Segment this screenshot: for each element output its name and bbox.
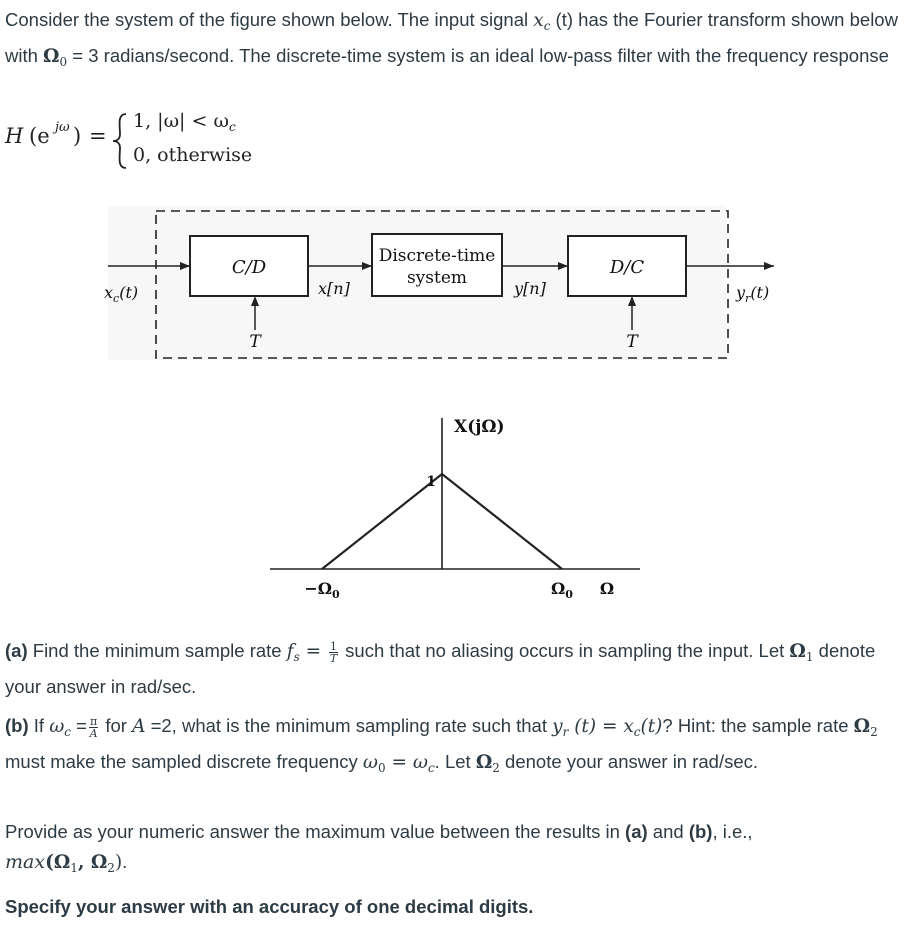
- provide-text-1: Provide as your numeric answer the maximum value between the results in: [5, 821, 626, 842]
- fs-subscript: s: [293, 650, 300, 664]
- output-signal-label: [735, 283, 769, 305]
- intro-text-3: = 3 radians/second. The discrete-time system is an ideal low-pass filter with the frequency response: [67, 45, 889, 66]
- input-signal-sub: c: [113, 292, 120, 305]
- cd-label: C/D: [231, 257, 267, 278]
- system-block-diagram: [100, 198, 800, 370]
- accuracy-note: Specify your answer with an accuracy of one decimal digits.: [5, 896, 534, 917]
- omega0-subscript: 0: [59, 55, 68, 69]
- input-signal-arg: (t): [119, 283, 139, 302]
- omega2-subscript-2: 2: [492, 761, 500, 775]
- part-b-equals: =: [71, 715, 87, 736]
- output-signal-arg: (t): [750, 283, 770, 302]
- part-b-label: (b): [5, 715, 29, 736]
- provide-text-3: , i.e.,: [712, 821, 753, 842]
- part-b-text-1: If: [28, 715, 50, 736]
- part-b-fraction-num: π: [89, 714, 98, 728]
- part-b-paragraph: [5, 711, 905, 783]
- part-a-text-2: such that no aliasing occurs in sampling the input. Let: [340, 640, 790, 661]
- max-open: (Ω: [45, 852, 71, 873]
- part-b-text-4: ? Hint: the sample rate: [662, 715, 854, 736]
- part-b-text-7: denote your answer in rad/sec.: [499, 751, 759, 772]
- omega0-symbol: Ω: [43, 46, 60, 67]
- part-a-fraction: [329, 641, 338, 664]
- yr-argument: (t) =: [568, 716, 624, 737]
- dt-label-line2: system: [406, 268, 468, 288]
- xc-symbol-b: x: [623, 716, 634, 737]
- xn-label: x[n]: [318, 279, 350, 298]
- part-b-fraction-den: A: [89, 726, 98, 740]
- frequency-response-equation: [5, 110, 305, 172]
- xc-subscript-b: c: [633, 725, 641, 739]
- wc-symbol: ω: [49, 716, 65, 737]
- yn-label: y[n]: [514, 279, 546, 298]
- provide-b: (b): [688, 821, 713, 842]
- xc-symbol: x: [533, 10, 544, 31]
- input-signal-label: [104, 283, 138, 305]
- provide-paragraph: [5, 817, 905, 883]
- w0-symbol: ω: [362, 752, 378, 773]
- xc-subscript: c: [543, 19, 551, 33]
- part-a-label: (a): [5, 640, 28, 661]
- intro-paragraph: [5, 5, 905, 77]
- max-comma: , Ω: [77, 852, 108, 873]
- wc-subscript: c: [64, 725, 72, 739]
- A-symbol: A: [132, 716, 146, 737]
- part-a-text-3: denote your answer in rad/sec.: [5, 640, 876, 697]
- max-expression: max: [5, 851, 46, 873]
- tick-neg-omega0-text: −Ω: [304, 579, 332, 598]
- eq-exponent: jω: [55, 120, 70, 135]
- eq-case-1-text: 1, |ω| < ω: [133, 110, 229, 132]
- part-a-fraction-den: T: [329, 651, 338, 665]
- omega1-subscript: 1: [805, 650, 814, 664]
- tick-neg-omega0: [304, 579, 340, 601]
- yr-symbol: y: [552, 716, 563, 737]
- omega1-symbol: Ω: [789, 641, 806, 662]
- eq-case-1: [133, 110, 236, 134]
- eq-arg-close: ): [73, 124, 82, 148]
- max-close: ): [114, 852, 123, 873]
- w0-subscript: 0: [377, 761, 386, 775]
- eq-H: H: [5, 124, 24, 148]
- spectrum-peak-label: 1: [426, 474, 436, 490]
- max-dot: .: [122, 851, 128, 872]
- tick-pos-omega0: [551, 579, 573, 601]
- omega2-subscript: 2: [870, 725, 878, 739]
- eq-case-2: 0, otherwise: [133, 144, 253, 166]
- part-b-text-3: =2, what is the minimum sampling rate such that: [145, 715, 553, 736]
- yr-subscript: r: [562, 725, 569, 739]
- output-signal-y: y: [736, 283, 746, 302]
- part-a-equals: =: [299, 641, 328, 662]
- part-a-fraction-num: 1: [330, 639, 338, 653]
- output-arrow: [764, 262, 774, 270]
- eq-left-brace: [111, 112, 129, 170]
- max-sub-1: 1: [70, 861, 78, 875]
- spectrum-ylabel: X(jΩ): [454, 417, 505, 437]
- part-b-fraction: [89, 716, 98, 739]
- provide-a: (a): [625, 821, 648, 842]
- xc-argument-b: (t): [640, 716, 663, 737]
- eq-equals: =: [89, 124, 107, 148]
- part-b-equals-2: =: [385, 752, 413, 773]
- omega-axis-label: Ω: [599, 579, 615, 598]
- fs-symbol: f: [286, 641, 294, 662]
- intro-text-2: (t) has the Fourier transform shown below with: [5, 9, 898, 66]
- tick-neg-omega0-sub: 0: [332, 588, 340, 601]
- dt-label-line1: Discrete-time: [378, 246, 496, 266]
- wc-subscript-2: c: [427, 761, 435, 775]
- dc-label: D/C: [609, 257, 645, 278]
- tick-pos-omega0-text: Ω: [551, 579, 566, 598]
- part-b-text-2: for: [100, 715, 133, 736]
- part-a-text-1: Find the minimum sample rate: [27, 640, 287, 661]
- tick-pos-omega0-sub: 0: [565, 588, 573, 601]
- intro-text-1: Consider the system of the figure shown below. The input signal: [5, 9, 534, 30]
- part-a-paragraph: [5, 636, 905, 702]
- omega2-symbol: Ω: [853, 716, 871, 737]
- input-signal-x: x: [104, 283, 114, 302]
- spectrum-plot: [260, 400, 660, 610]
- part-b-text-5: must make the sampled discrete frequency: [5, 751, 363, 772]
- omega2-symbol-2: Ω: [475, 752, 493, 773]
- t2-label: T: [626, 332, 638, 352]
- max-sub-2: 2: [107, 861, 115, 875]
- part-b-text-6: . Let: [434, 751, 476, 772]
- wc-symbol-2: ω: [412, 752, 428, 773]
- output-signal-sub: r: [745, 292, 751, 305]
- t1-label: T: [249, 332, 261, 352]
- eq-case-1-sub: c: [228, 120, 236, 134]
- eq-arg-open: (e: [29, 124, 50, 148]
- provide-text-2: and: [647, 821, 689, 842]
